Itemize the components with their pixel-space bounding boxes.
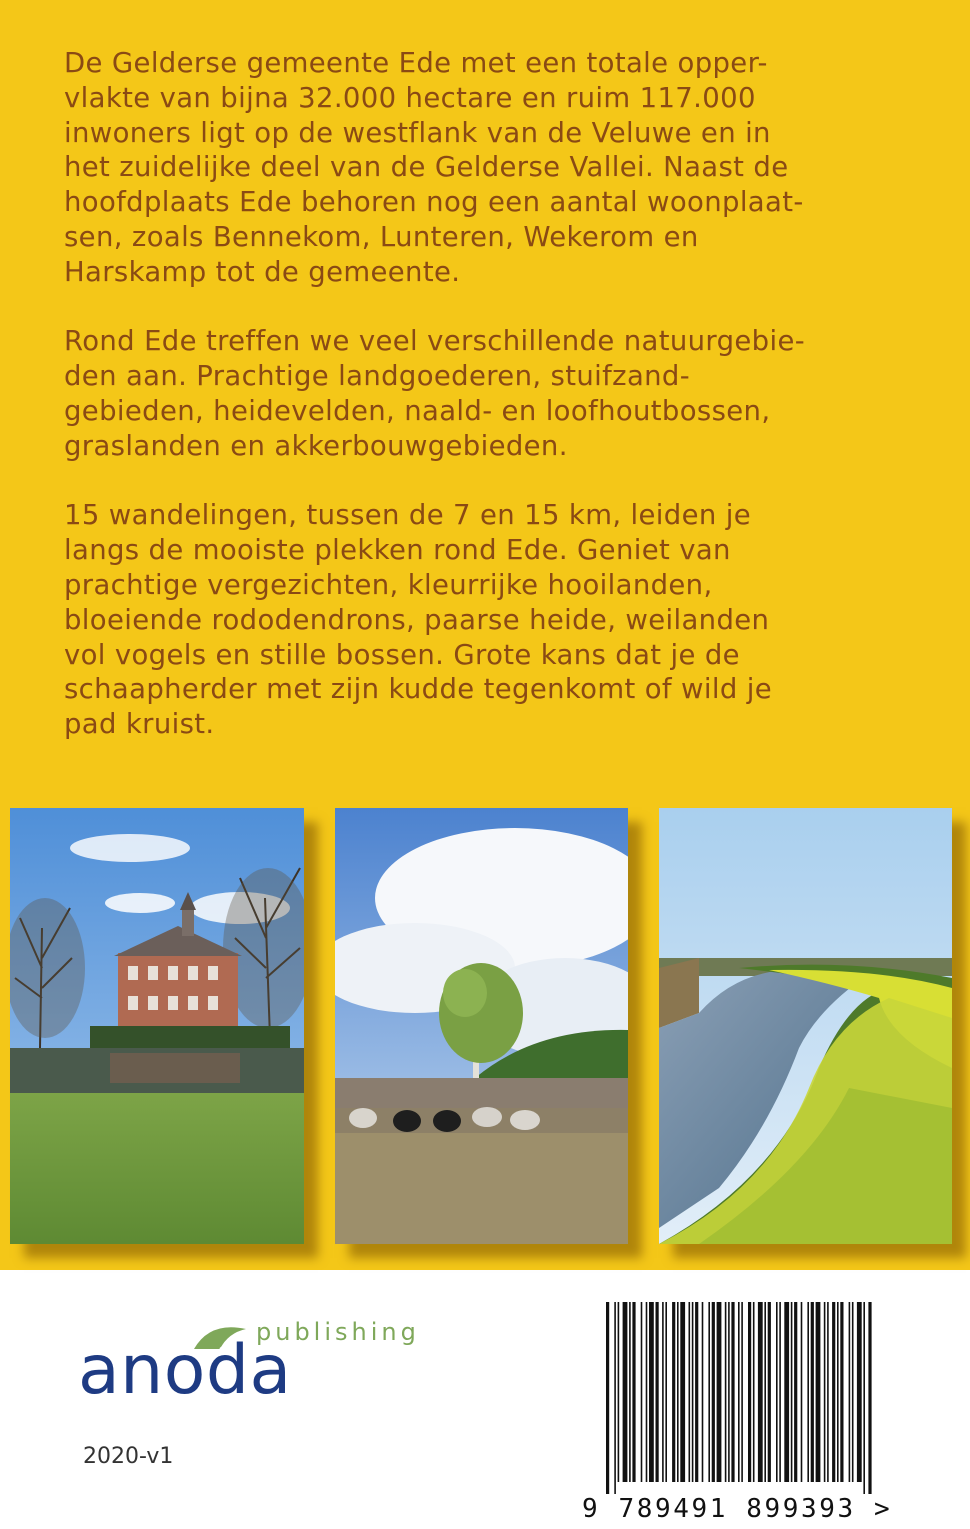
blurb-paragraph-1 — [64, 46, 864, 290]
barcode-bar — [791, 1302, 793, 1482]
barcode-bar — [618, 1302, 620, 1482]
blurb-line: Rond Ede treffen we veel verschillende natuurgebie- — [64, 325, 805, 358]
barcode-bar — [632, 1302, 635, 1482]
photo-river-with-yellow-flowers — [659, 808, 952, 1244]
barcode-bar — [748, 1302, 751, 1482]
barcode-bar — [708, 1302, 710, 1482]
barcode-bar — [738, 1302, 740, 1482]
barcode-bar — [672, 1302, 675, 1482]
blurb-line: graslanden en akkerbouwgebieden. — [64, 429, 568, 462]
barcode-bar — [852, 1302, 854, 1482]
blurb-line: 15 wandelingen, tussen de 7 en 15 km, leiden je — [64, 499, 751, 532]
barcode-bar — [849, 1302, 851, 1482]
publisher-tagline: publishing — [256, 1318, 420, 1346]
blurb-line: schaapherder met zijn kudde tegenkomt of wild je — [64, 673, 772, 706]
barcode-bar — [816, 1302, 821, 1482]
barcode-bar — [712, 1302, 715, 1482]
barcode-bar — [702, 1302, 704, 1482]
publisher-name: anoda — [78, 1331, 292, 1410]
barcode-bar — [758, 1302, 763, 1482]
barcode-bar — [629, 1302, 631, 1482]
barcode-bar — [857, 1302, 862, 1482]
barcode-bar — [784, 1302, 789, 1482]
blurb-line: Harskamp tot de gemeente. — [64, 255, 461, 288]
blurb-paragraph-3 — [64, 498, 864, 742]
blurb-line: bloeiende rododendrons, paarse heide, weilanden — [64, 603, 770, 636]
blurb-line: De Gelderse gemeente Ede met een totale opper- — [64, 47, 768, 79]
barcode-bar — [641, 1302, 643, 1482]
blurb-line: sen, zoals Bennekom, Lunteren, Wekerom en — [64, 220, 699, 253]
back-cover-blurb — [64, 46, 864, 777]
blurb-paragraph-2 — [64, 324, 864, 463]
barcode-bar — [665, 1302, 667, 1482]
barcode-bar — [837, 1302, 839, 1482]
barcode-bar — [753, 1302, 755, 1482]
barcode-bar — [623, 1302, 628, 1482]
blurb-line: het zuidelijke deel van de Gelderse Vallei. Naast de — [64, 151, 789, 184]
blurb-line: den aan. Prachtige landgoederen, stuifzand- — [64, 360, 690, 393]
barcode-bar — [779, 1302, 781, 1482]
barcode-bar — [649, 1302, 654, 1482]
barcode-bar — [801, 1302, 803, 1482]
barcode-bar — [832, 1302, 835, 1482]
barcode-bar — [824, 1302, 826, 1482]
blurb-line: langs de mooiste plekken rond Ede. Geniet van — [64, 534, 731, 567]
blurb-line: pad kruist. — [64, 708, 215, 741]
barcode-bar — [728, 1302, 730, 1482]
photo-castle-with-moat — [10, 808, 304, 1244]
barcode-bar — [717, 1302, 722, 1482]
barcode-bar — [656, 1302, 659, 1482]
barcode-bar — [662, 1302, 664, 1482]
barcode-bar — [863, 1302, 865, 1494]
barcode-bar — [606, 1302, 609, 1494]
barcode-bar — [731, 1302, 734, 1482]
blurb-line: vlakte van bijna 32.000 hectare en ruim 117.000 — [64, 81, 756, 114]
barcode-bar — [614, 1302, 616, 1494]
barcode-bar — [807, 1302, 809, 1482]
publisher-logo — [78, 1316, 438, 1416]
barcode-bar — [776, 1302, 778, 1482]
barcode-bar — [868, 1302, 871, 1494]
barcode-bar — [811, 1302, 814, 1482]
barcode-bar — [646, 1302, 648, 1482]
barcode-bars — [578, 1302, 888, 1494]
barcode-bar — [725, 1302, 727, 1482]
blurb-line: hoofdplaats Ede behoren nog een aantal woonplaat- — [64, 186, 804, 219]
barcode-bar — [692, 1302, 694, 1482]
barcode-bar — [764, 1302, 766, 1482]
isbn-number: 9 789491 899393 > — [582, 1494, 893, 1524]
blurb-line: prachtige vergezichten, kleurrijke hooilanden, — [64, 568, 713, 601]
barcode-bar — [689, 1302, 691, 1482]
barcode-bar — [677, 1302, 679, 1482]
isbn-barcode — [578, 1302, 928, 1529]
blurb-line: gebieden, heidevelden, naald- en loofhoutbossen, — [64, 394, 771, 427]
barcode-bar — [768, 1302, 771, 1482]
barcode-bar — [827, 1302, 829, 1482]
barcode-bar — [695, 1302, 698, 1482]
barcode-bar — [840, 1302, 843, 1482]
blurb-line: inwoners ligt op de westflank van de Veluwe en in — [64, 116, 771, 149]
edition-version: 2020-v1 — [83, 1444, 174, 1469]
blurb-line: vol vogels en stille bossen. Grote kans dat je de — [64, 638, 740, 671]
barcode-bar — [741, 1302, 743, 1482]
photo-heath-with-birch — [335, 808, 628, 1244]
barcode-bar — [680, 1302, 685, 1482]
barcode-bar — [794, 1302, 797, 1482]
